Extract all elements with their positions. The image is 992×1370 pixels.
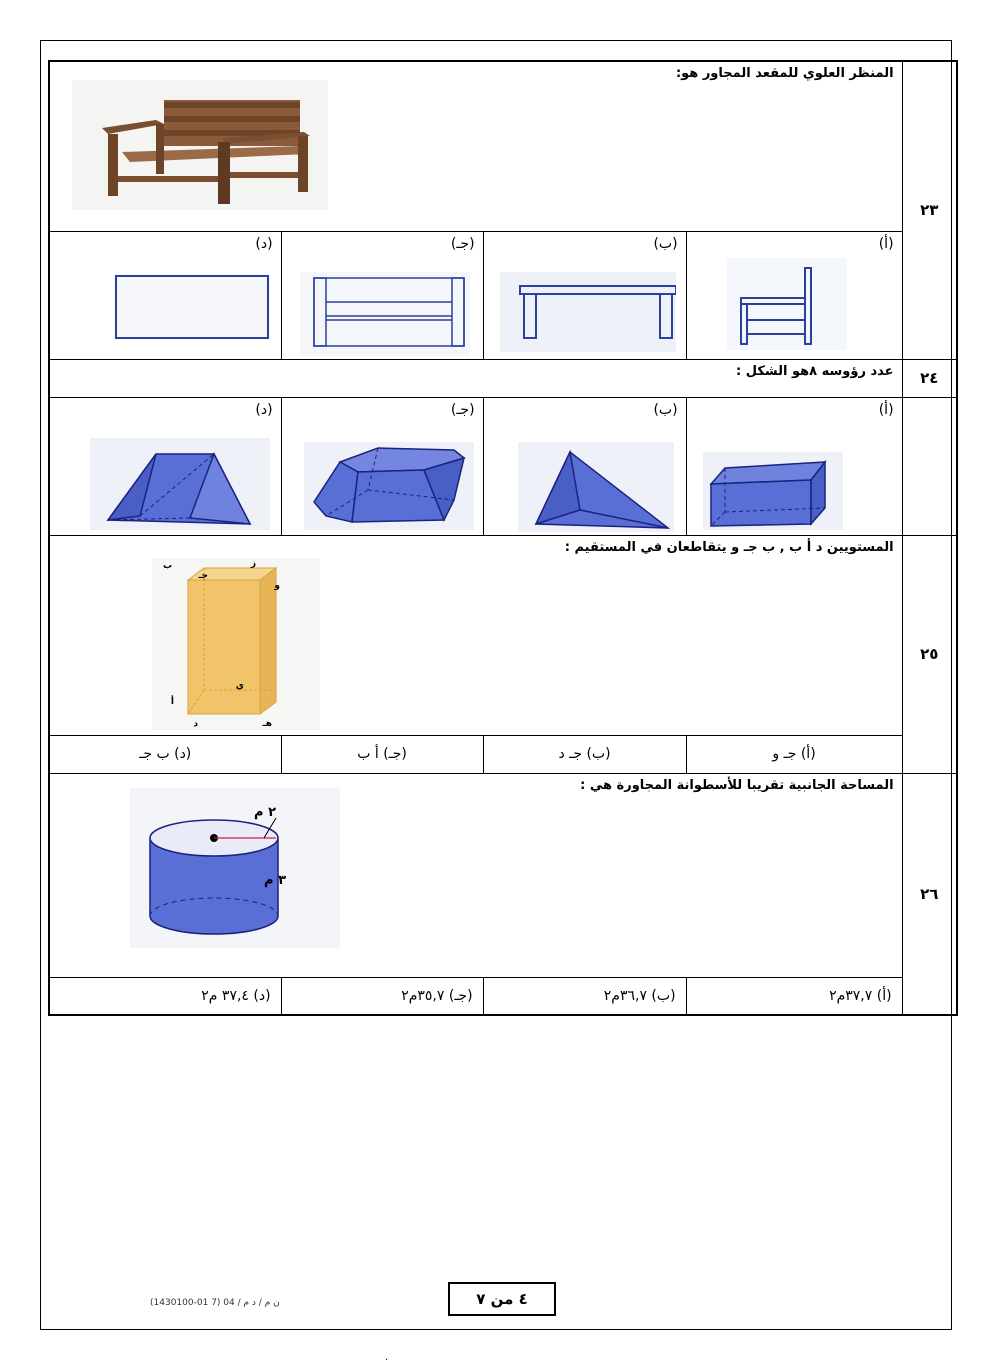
question-number: ٢٥	[902, 535, 957, 773]
bench-image	[72, 80, 328, 210]
front-view-figure	[500, 272, 676, 352]
side-view-figure	[727, 258, 847, 350]
option-c[interactable]	[281, 397, 483, 535]
triangular-prism-figure	[90, 438, 270, 530]
option-label: (ب)	[653, 401, 678, 418]
stray-dot: .	[385, 1352, 389, 1363]
option-label: (د)	[255, 235, 273, 252]
option-label: (جـ)	[450, 401, 475, 418]
option-a[interactable]: (أ) ٣٧,٧م٢	[686, 977, 902, 1015]
question-stem	[49, 535, 902, 735]
question-text: المستويين د أ ب , ب جـ و يتقاطعان في المستقيم :	[564, 539, 894, 555]
option-label: (أ)	[878, 401, 894, 418]
option-b[interactable]	[483, 397, 686, 535]
option-label: (د)	[255, 401, 273, 418]
option-a[interactable]	[686, 231, 902, 359]
question-stem	[49, 359, 902, 397]
question-table	[48, 60, 958, 1016]
question-text: المنظر العلوي للمقعد المجاور هو:	[675, 66, 894, 81]
vertex-label-z: ز	[250, 558, 256, 569]
option-a[interactable]: (أ) جـ و	[686, 735, 902, 773]
vertex-label-b: ب	[162, 560, 172, 571]
radius-label: ٢ م	[254, 804, 276, 820]
triangular-pyramid-figure	[518, 442, 674, 532]
option-b[interactable]	[483, 231, 686, 359]
option-label: (أ)	[878, 235, 894, 252]
height-label: ٣ م	[264, 872, 286, 888]
option-d[interactable]	[49, 397, 281, 535]
option-b[interactable]: (ب) ٣٦,٧م٢	[483, 977, 686, 1015]
vertex-label-y: ي	[235, 680, 244, 691]
vertex-label-d: د	[193, 718, 198, 729]
question-stem	[49, 61, 902, 231]
vertex-label-j: جـ	[198, 570, 208, 581]
question-stem	[49, 773, 902, 977]
page-number: ٤ من ٧	[448, 1282, 556, 1316]
top-view-rectangle-figure	[114, 274, 270, 340]
option-b[interactable]: (ب) جـ د	[483, 735, 686, 773]
option-a[interactable]	[686, 397, 902, 535]
rectangular-prism-figure	[703, 452, 843, 530]
vertex-label-h: هـ	[262, 718, 272, 729]
vertex-label-a: أ	[170, 696, 174, 707]
hexagonal-prism-figure	[304, 442, 474, 530]
option-d[interactable]	[49, 231, 281, 359]
question-number: ٢٣	[902, 61, 957, 359]
number-spacer	[902, 397, 957, 535]
option-label: (جـ)	[450, 235, 475, 252]
question-number: ٢٦	[902, 773, 957, 1015]
form-code: ن م / د م / 04 (7 01-1430100)	[150, 1298, 280, 1308]
option-label: (ب)	[653, 235, 678, 252]
option-d[interactable]: (د) ب جـ	[49, 735, 281, 773]
vertex-label-w: و	[274, 580, 280, 591]
option-d[interactable]: (د) ٣٧,٤ م٢	[49, 977, 281, 1015]
question-text: عدد رؤوسه ٨هو الشكل :	[736, 363, 894, 379]
front-view-with-legs-figure	[300, 272, 470, 356]
question-text: المساحة الجانبية تقريبا للأسطوانة المجاورة هي :	[580, 777, 894, 793]
cylinder-figure	[130, 788, 340, 948]
option-c[interactable]	[281, 231, 483, 359]
rectangular-prism-figure	[152, 558, 320, 730]
question-number: ٢٤	[902, 359, 957, 397]
option-c[interactable]: (جـ) ٣٥,٧م٢	[281, 977, 483, 1015]
option-c[interactable]: (جـ) أ ب	[281, 735, 483, 773]
